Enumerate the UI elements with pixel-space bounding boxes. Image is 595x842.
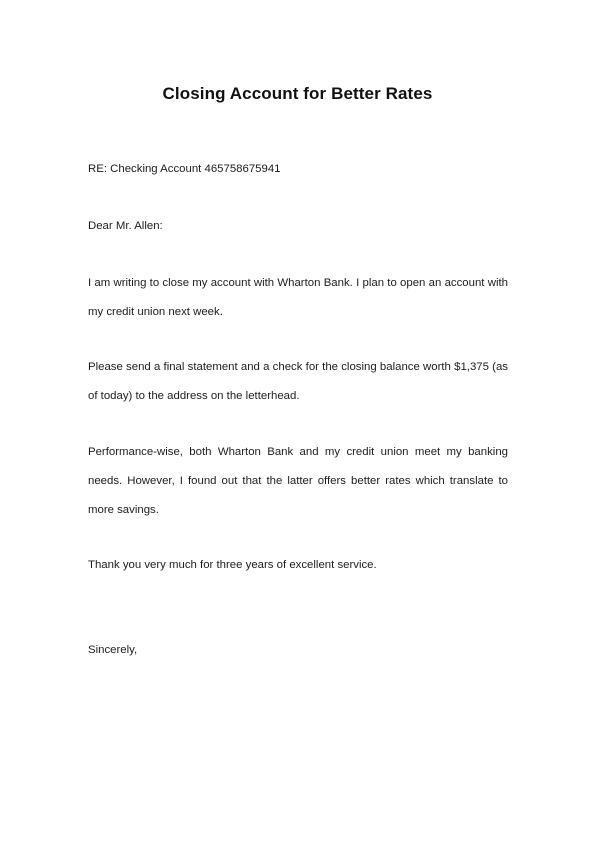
- paragraph-reason: Performance-wise, both Wharton Bank and my credit union meet my banking needs. However, I found out that the latter offers better rates which translate to more savings.: [88, 446, 508, 516]
- paragraph-close-account: I am writing to close my account with Wharton Bank. I plan to open an account with my credit union next week.: [88, 277, 508, 318]
- salutation: Dear Mr. Allen:: [88, 220, 163, 232]
- paragraph-thanks: Thank you very much for three years of excellent service.: [88, 559, 377, 571]
- reference-line: RE: Checking Account 465758675941: [88, 163, 281, 175]
- letter-title: Closing Account for Better Rates: [162, 84, 433, 103]
- closing: Sincerely,: [88, 644, 138, 656]
- paragraph-final-statement: Please send a final statement and a check for the closing balance worth $1,375 (as of today) to the address on the letterhead.: [88, 361, 508, 402]
